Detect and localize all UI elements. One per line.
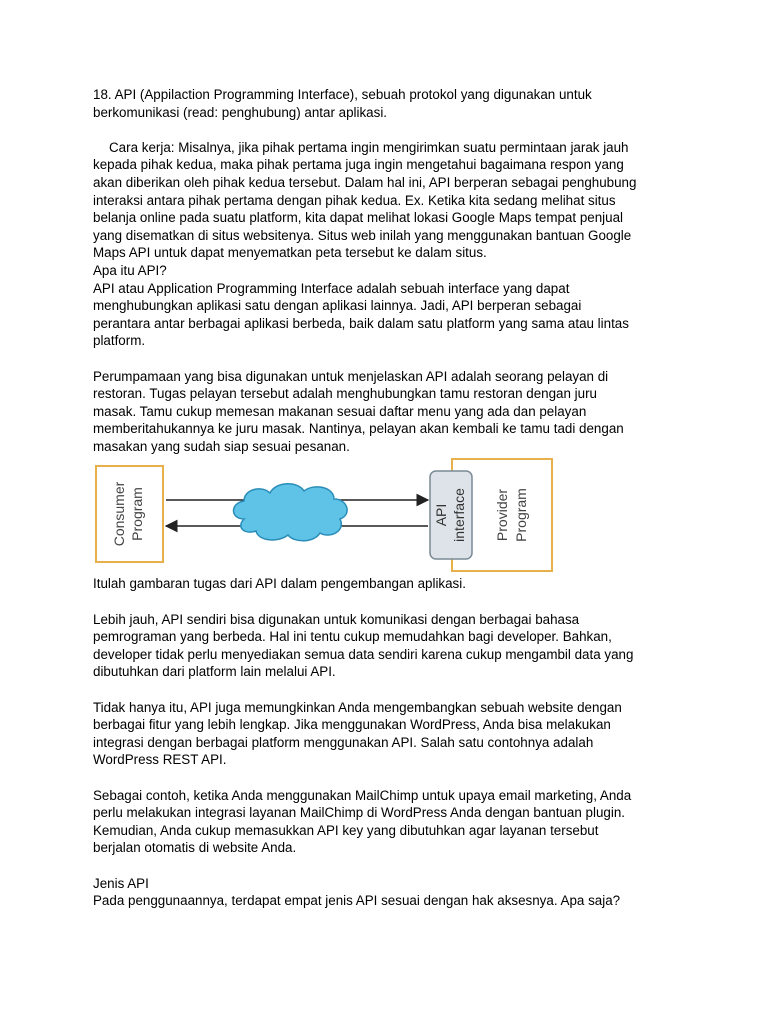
api-label-line1: API <box>433 504 449 527</box>
api-label-line2: interface <box>451 488 467 543</box>
document-page <box>93 86 673 910</box>
paragraph-lebih-jauh <box>93 611 673 681</box>
text-line: Maps API untuk dapat menyematkan peta tersebut ke dalam situs. <box>93 245 487 261</box>
text-line: restoran. Tugas pelayan tersebut adalah menghubungkan tamu restoran dengan juru <box>93 386 597 402</box>
heading-apa-itu-api: Apa itu API? <box>93 262 167 278</box>
text-line: Pada penggunaannya, terdapat empat jenis API sesuai dengan hak aksesnya. Apa saja? <box>93 893 621 909</box>
text-line: interaksi antara pihak pertama dengan pihak kedua. Ex. Ketika kita sedang melihat situs <box>93 192 616 208</box>
text-line: berjalan otomatis di website Anda. <box>93 840 297 856</box>
text-line: Cara kerja: Misalnya, jika pihak pertama ingin mengirimkan suatu permintaan jarak jauh <box>109 139 629 155</box>
heading-jenis-api: Jenis API <box>93 875 149 891</box>
api-diagram <box>94 457 554 573</box>
text-line: kepada pihak kedua, maka pihak pertama juga ingin mengetahui bagaimana respon yang <box>93 157 624 173</box>
api-diagram-svg <box>94 457 554 573</box>
text-line: berkomunikasi (read: penghubung) antar aplikasi. <box>93 104 388 120</box>
text-line: masak. Tamu cukup memesan makanan sesuai daftar menu yang ada dan pelayan <box>93 403 587 419</box>
text-line: perlu melakukan integrasi layanan MailChimp di WordPress Anda dengan bantuan plugin. <box>93 805 625 821</box>
text-line: Tidak hanya itu, API juga memungkinkan Anda mengembangkan sebuah website dengan <box>93 699 622 715</box>
text-line: masakan yang sudah siap sesuai pesanan. <box>93 438 350 454</box>
text-line: menghubungkan aplikasi satu dengan aplikasi lainnya. Jadi, API berperan sebagai <box>93 298 582 314</box>
text-line: akan diberikan oleh pihak kedua tersebut. Dalam hal ini, API berperan sebagai penghubung <box>93 174 637 190</box>
text-line: perantara antar berbagai aplikasi berbeda, baik dalam satu platform yang sama atau lintas <box>93 315 629 331</box>
text-line: Kemudian, Anda cukup memasukkan API key yang dibutuhkan agar layanan tersebut <box>93 822 599 838</box>
text-line: Lebih jauh, API sendiri bisa digunakan untuk komunikasi dengan berbagai bahasa <box>93 611 580 627</box>
paragraph-cara-kerja <box>93 139 673 350</box>
text-line: yang disematkan di situs websitenya. Situs web inilah yang menggunakan bantuan Google <box>93 227 632 243</box>
consumer-label-line2: Program <box>129 487 145 542</box>
provider-label-line1: Provider <box>494 489 510 542</box>
text-line: belanja online pada suatu platform, kita dapat melihat lokasi Google Maps tempat penjual <box>93 210 624 226</box>
text-line: dibutuhkan dari platform lain melalui API. <box>93 664 336 680</box>
paragraph-gambaran <box>93 575 673 593</box>
paragraph-tidak-hanya <box>93 699 673 769</box>
text-line: memberitahukannya ke juru masak. Nantinya, pelayan akan kembali ke tamu tadi dengan <box>93 421 624 437</box>
text-line: pemrograman yang berbeda. Hal ini tentu cukup memudahkan bagi developer. Bahkan, <box>93 629 612 645</box>
text-line: developer tidak perlu menyediakan semua data sendiri karena cukup mengambil data yang <box>93 646 634 662</box>
text-line: Itulah gambaran tugas dari API dalam pengembangan aplikasi. <box>93 576 466 592</box>
provider-label-line2: Program <box>513 488 529 543</box>
consumer-label-line1: Consumer <box>111 482 127 547</box>
text-line: platform. <box>93 333 146 349</box>
cloud-icon <box>234 484 348 541</box>
paragraph-api-definition <box>93 86 673 121</box>
text-line: berbagai fitur yang lebih lengkap. Jika menggunakan WordPress, Anda bisa melakukan <box>93 717 611 733</box>
text-line: Perumpamaan yang bisa digunakan untuk menjelaskan API adalah seorang pelayan di <box>93 368 609 384</box>
text-line: 18. API (Appilaction Programming Interface), sebuah protokol yang digunakan untuk <box>93 87 592 102</box>
text-line: integrasi dengan berbagai platform menggunakan API. Salah satu contohnya adalah <box>93 734 594 750</box>
text-line: API atau Application Programming Interface adalah sebuah interface yang dapat <box>93 280 570 296</box>
paragraph-sebagai-contoh <box>93 787 673 857</box>
paragraph-jenis-api <box>93 875 673 910</box>
text-line: Sebagai contoh, ketika Anda menggunakan MailChimp untuk upaya email marketing, Anda <box>93 787 632 803</box>
text-line: WordPress REST API. <box>93 752 227 768</box>
paragraph-perumpamaan <box>93 368 673 456</box>
